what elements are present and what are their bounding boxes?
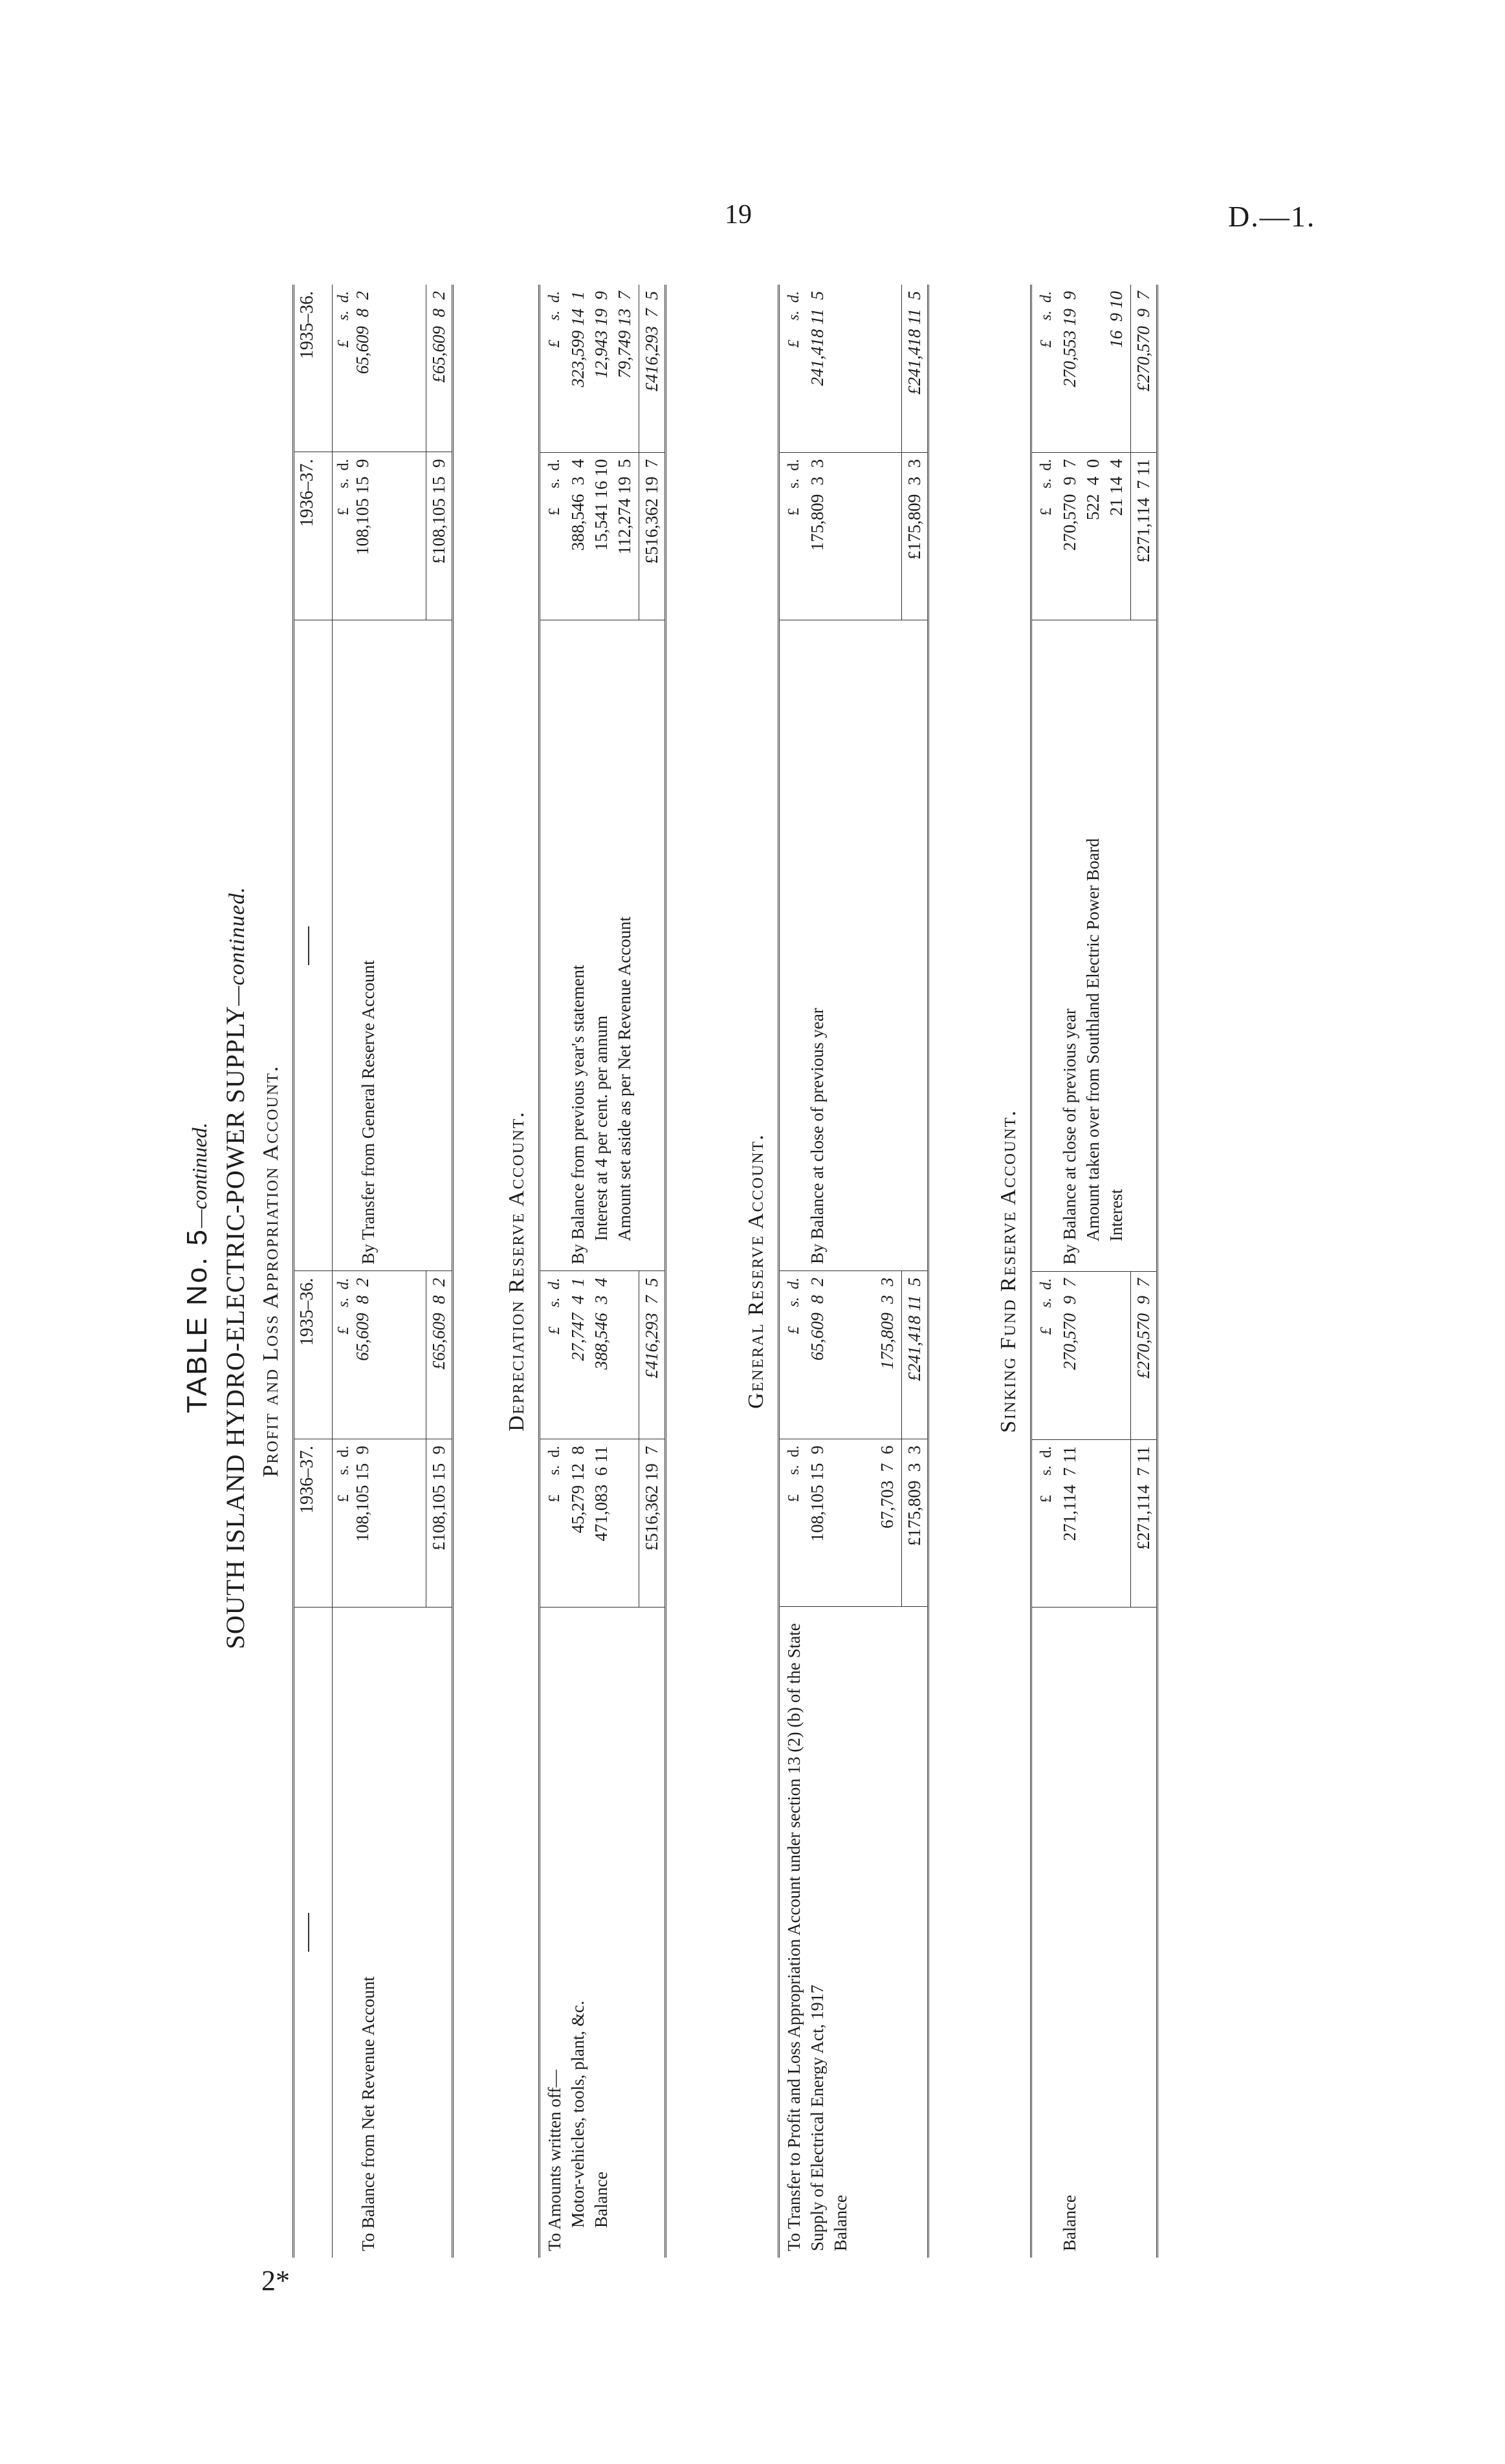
depreciation-reserve-account xyxy=(505,285,666,2258)
page-number: 19 xyxy=(725,200,752,230)
total-row: £516,362 19 7 £416,293 7 5 £516,362 19 7 £416,293 7 5 xyxy=(639,285,666,2258)
table-row: To Transfer to Profit and Loss Appropriation Account under section 13 (2) (b) of the State Supply of Electrical Energy Act, 1917 Balance £ s. d. 108,105 15 9 67,703 7 6 £ s. d. 65,609 8 2 175,809 3 3 By Balance at close of previous year £ s. d. 175,809 3 3 £ s. d. 241,418 11 5 xyxy=(779,285,902,2258)
general-reserve-table xyxy=(778,285,929,2258)
sinking-fund-reserve-account xyxy=(996,285,1158,2258)
sinking-fund-table xyxy=(1030,285,1158,2258)
total-row: £108,105 15 9 £65,609 8 2 £108,105 15 9 £65,609 8 2 xyxy=(426,285,452,2258)
table-row: Balance £ s. d. 271,114 7 11 £ s. d. 270,570 9 7 By Balance at close of previous year Amount taken over from Southland Electric Power Board Interest £ s. d. 270,570 9 7 522 4 0 21 14 4 £ s. d. 270,553 19 9 16 9 10 xyxy=(1031,285,1131,2258)
total-row: £175,809 3 3 £241,418 11 5 £175,809 3 3 £241,418 11 5 xyxy=(902,285,928,2258)
header-row: 1936–37. 1935–36. 1936–37. 1935–36. xyxy=(294,285,333,2258)
general-reserve-account xyxy=(744,285,929,2258)
table-titles xyxy=(155,194,250,2342)
account-title: Sinking Fund Reserve Account. xyxy=(996,1109,1020,1433)
profit-loss-table xyxy=(292,285,454,2258)
table-number: TABLE No. 5—continued. xyxy=(181,1122,213,1413)
profit-loss-account xyxy=(259,285,454,2258)
account-title: Depreciation Reserve Account. xyxy=(505,1111,529,1432)
table-row: To Amounts written off— Motor-vehicles, tools, plant, &c. Balance £ s. d. 45,279 12 8 471,083 6 11 £ s. d. 27,747 4 1 388,546 3 4 By Balance from previous year's statement Interest at 4 per cent. per annum Amount set aside as per Net Revenue Account £ s. d. 388,546 3 4 15,541 16 10 112,274 19 5 £ s. d. 323,599 14 1 12,943 19 9 79,749 13 7 xyxy=(540,285,639,2258)
table-row: To Balance from Net Revenue Account £ s. d. 108,105 15 9 £ s. d. 65,609 8 2 By Transfer from General Reserve Account £ s. d. 108,105 15 9 £ s. d. 65,609 8 2 xyxy=(333,285,426,2258)
account-title: Profit and Loss Appropriation Account. xyxy=(259,1065,283,1477)
document-reference: D.—1. xyxy=(1228,200,1316,233)
account-title: General Reserve Account. xyxy=(744,1133,768,1409)
printer-signature: 2* xyxy=(261,2265,290,2296)
table-heading: SOUTH ISLAND HYDRO-ELECTRIC-POWER SUPPLY—continued. xyxy=(221,886,250,1650)
total-row: £271,114 7 11 £270,570 9 7 £271,114 7 11 £270,570 9 7 xyxy=(1131,285,1158,2258)
depreciation-table xyxy=(538,285,666,2258)
rotated-table-sheet xyxy=(155,194,1216,2342)
